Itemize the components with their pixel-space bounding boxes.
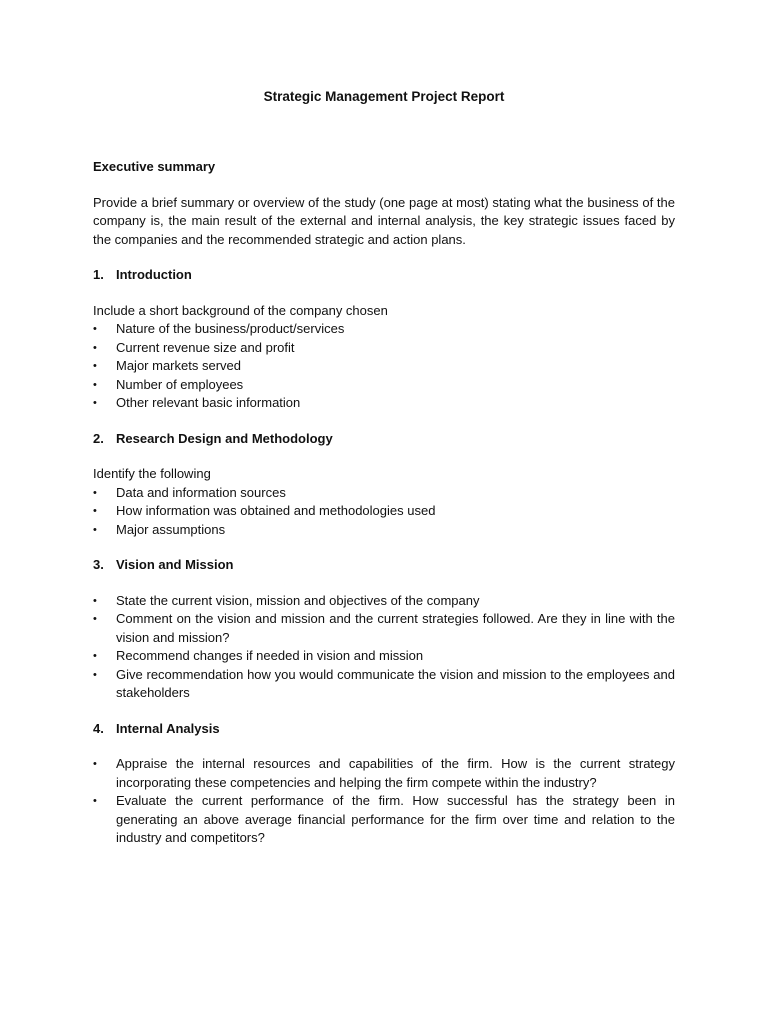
list-item [93, 521, 675, 540]
list-item [93, 792, 675, 848]
executive-summary-heading: Executive summary [93, 159, 216, 174]
bullet-icon: • [93, 795, 97, 807]
document-title: Strategic Management Project Report [263, 89, 505, 104]
list-item-text: Major assumptions [116, 521, 226, 537]
section-4-number: 4. [93, 720, 104, 736]
section-3-list [93, 592, 675, 703]
bullet-icon: • [93, 378, 97, 391]
section-2-intro: Identify the following [93, 466, 211, 481]
list-item [93, 647, 675, 666]
bullet-icon: • [93, 397, 97, 409]
list-item [93, 376, 675, 395]
list-item-text: Appraise the internal resources and capabilities of the firm. How is the current strategy incorporating these competencies and helping the firm compete within the industry? [116, 756, 675, 790]
list-item-text: Number of employees [116, 376, 244, 392]
list-item-text: Evaluate the current performance of the firm. How successful has the strategy been in generating an above average financial performance for the firm over time and relation to the industry and competitors? [116, 793, 675, 845]
section-1-intro: Include a short background of the company chosen [93, 302, 388, 318]
list-item-text: Other relevant basic information [116, 395, 301, 410]
list-item [93, 357, 675, 376]
list-item [93, 666, 675, 703]
list-item [93, 755, 675, 792]
section-3-number: 3. [93, 557, 104, 572]
section-1-number: 1. [93, 267, 104, 282]
section-4-list [93, 755, 675, 848]
bullet-icon: • [93, 486, 97, 499]
list-item [93, 394, 675, 413]
section-4-title: Internal Analysis [116, 720, 220, 736]
bullet-icon: • [93, 360, 97, 372]
bullet-icon: • [93, 650, 97, 662]
list-item [93, 484, 675, 503]
list-item-text: Data and information sources [116, 484, 286, 500]
list-item [93, 320, 675, 339]
list-item [93, 610, 675, 647]
bullet-icon: • [93, 323, 97, 335]
list-item-text: Give recommendation how you would communicate the vision and mission to the employees and stakeholders [116, 666, 675, 700]
list-item-text: Comment on the vision and mission and the current strategies followed. Are they in line with the vision and mission? [116, 611, 675, 645]
list-item-text: State the current vision, mission and objectives of the company [116, 592, 480, 608]
bullet-icon: • [93, 668, 97, 681]
bullet-icon: • [93, 505, 97, 517]
list-item-text: How information was obtained and methodologies used [116, 503, 436, 518]
bullet-icon: • [93, 523, 97, 536]
list-item-text: Recommend changes if needed in vision and mission [116, 648, 424, 663]
executive-summary-text: Provide a brief summary or overview of the study (one page at most) stating what the business of the company is, the main result of the external and internal analysis, the key strategic issues faced by the companies and the recommended strategic and action plans. [93, 194, 675, 247]
document-body [93, 158, 675, 848]
section-3-title: Vision and Mission [116, 557, 234, 572]
section-2-number: 2. [93, 430, 104, 446]
section-2-title: Research Design and Methodology [116, 430, 333, 446]
bullet-icon: • [93, 341, 97, 354]
bullet-icon: • [93, 613, 97, 625]
list-item [93, 339, 675, 358]
list-item-text: Major markets served [116, 358, 241, 373]
list-item-text: Current revenue size and profit [116, 339, 295, 355]
bullet-icon: • [93, 594, 97, 607]
section-3-heading [93, 556, 675, 575]
section-2-list [93, 484, 675, 540]
section-4-heading [93, 720, 675, 739]
list-item [93, 592, 675, 611]
list-item [93, 502, 675, 521]
section-2-heading [93, 430, 675, 449]
section-1-heading [93, 266, 675, 285]
bullet-icon: • [93, 758, 97, 770]
list-item-text: Nature of the business/product/services [116, 321, 345, 336]
section-1-list [93, 320, 675, 413]
section-1-title: Introduction [116, 267, 192, 282]
